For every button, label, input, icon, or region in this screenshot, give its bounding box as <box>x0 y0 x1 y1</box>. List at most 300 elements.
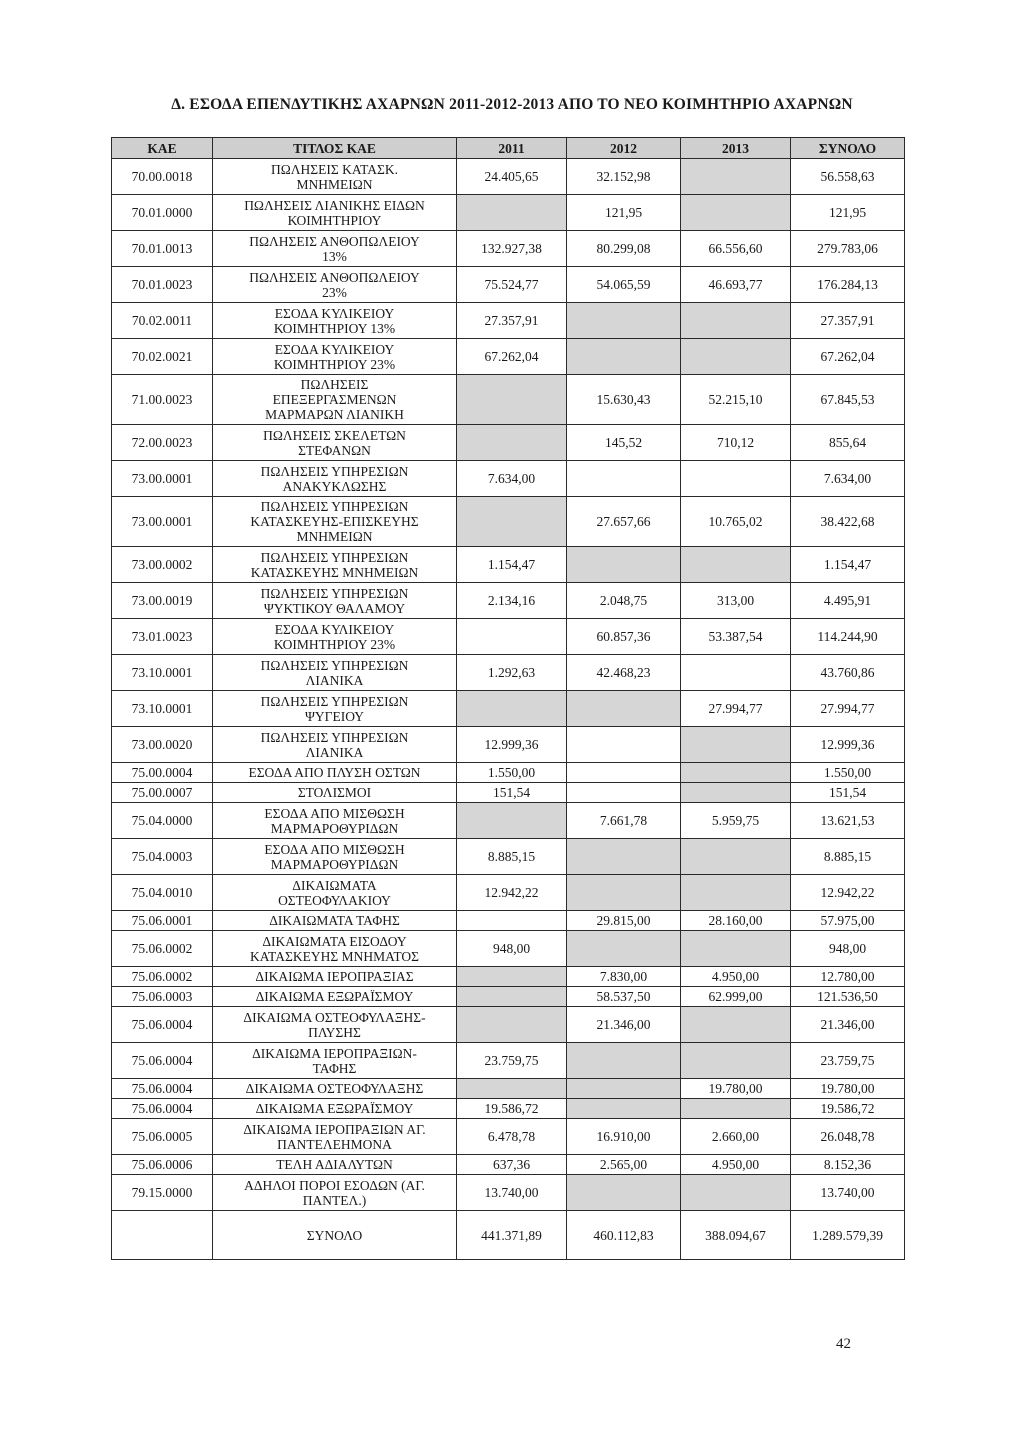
kae-title-cell <box>213 231 457 267</box>
header-2013: 2013 <box>681 138 791 159</box>
value-2013-cell <box>681 931 791 967</box>
table-row <box>112 1155 905 1175</box>
value-total-cell: 12.999,36 <box>791 727 905 763</box>
value-2012-cell: 121,95 <box>567 195 681 231</box>
kae-title-line: ΠΩΛΗΣΕΙΣ <box>300 377 369 392</box>
table-row <box>112 783 905 803</box>
kae-title-cell <box>213 987 457 1007</box>
value-2012-cell <box>567 1099 681 1119</box>
value-2012-cell <box>567 763 681 783</box>
kae-title-line: ΔΙΚΑΙΩΜΑ ΙΕΡΟΠΡΑΞΙΩΝ ΑΓ. <box>243 1121 426 1137</box>
table-row <box>112 763 905 783</box>
kae-title-cell <box>213 655 457 691</box>
kae-code-cell: 79.15.0000 <box>112 1175 213 1211</box>
value-2011-cell: 1.550,00 <box>457 763 567 783</box>
value-total-cell: 121.536,50 <box>791 987 905 1007</box>
kae-title-cell <box>213 1079 457 1099</box>
value-total-cell: 67.262,04 <box>791 339 905 375</box>
table-row <box>112 425 905 461</box>
value-total-cell: 279.783,06 <box>791 231 905 267</box>
value-2013-cell: 66.556,60 <box>681 231 791 267</box>
value-2013-cell <box>681 875 791 911</box>
value-total-cell: 12.780,00 <box>791 967 905 987</box>
value-2011-cell: 6.478,78 <box>457 1119 567 1155</box>
value-2011-cell: 7.634,00 <box>457 461 567 497</box>
kae-title-cell <box>213 727 457 763</box>
table-row <box>112 375 905 425</box>
kae-code-cell: 71.00.0023 <box>112 375 213 425</box>
value-2013-cell: 46.693,77 <box>681 267 791 303</box>
value-2011-cell: 637,36 <box>457 1155 567 1175</box>
kae-title-line: ΚΟΙΜΗΤΗΡΙΟΥ 13% <box>273 320 396 336</box>
value-2011-cell <box>457 619 567 655</box>
value-total-cell: 13.740,00 <box>791 1175 905 1211</box>
kae-title-line: ΠΑΝΤΕΛΕΗΜΟΝΑ <box>277 1136 392 1152</box>
table-row <box>112 967 905 987</box>
kae-title-cell <box>213 1155 457 1175</box>
value-2013-cell <box>681 1043 791 1079</box>
kae-code-cell: 70.02.0021 <box>112 339 213 375</box>
kae-title-line: ΠΛΥΣΗΣ <box>308 1024 361 1040</box>
kae-title-line: ΠΩΛΗΣΕΙΣ ΥΠΗΡΕΣΙΩΝ <box>260 585 409 601</box>
value-2011-cell: 12.942,22 <box>457 875 567 911</box>
value-2011-cell <box>457 375 567 425</box>
value-2012-cell <box>567 875 681 911</box>
kae-title-line: ΠΩΛΗΣΕΙΣ ΥΠΗΡΕΣΙΩΝ <box>260 657 409 673</box>
value-total-cell: 43.760,86 <box>791 655 905 691</box>
value-total-cell: 114.244,90 <box>791 619 905 655</box>
kae-title-cell <box>213 195 457 231</box>
kae-title-line: ΕΣΟΔΑ ΑΠΟ ΜΙΣΘΩΣΗ <box>264 841 405 857</box>
value-2012-cell <box>567 1175 681 1211</box>
kae-title-line: ΕΣΟΔΑ ΚΥΛΙΚΕΙΟΥ <box>274 305 395 321</box>
value-2011-cell: 23.759,75 <box>457 1043 567 1079</box>
kae-code-cell: 70.02.0011 <box>112 303 213 339</box>
kae-code-cell: 75.00.0004 <box>112 763 213 783</box>
header-kae: ΚΑΕ <box>112 138 213 159</box>
kae-title-line: ΣΤΟΛΙΣΜΟΙ <box>297 785 372 800</box>
value-2012-cell: 21.346,00 <box>567 1007 681 1043</box>
kae-title-line: ΠΩΛΗΣΕΙΣ ΥΠΗΡΕΣΙΩΝ <box>260 549 409 565</box>
value-2012-cell <box>567 339 681 375</box>
value-2012-cell: 16.910,00 <box>567 1119 681 1155</box>
kae-title-cell <box>213 1175 457 1211</box>
kae-title-line: ΑΔΗΛΟΙ ΠΟΡΟΙ ΕΣΟΔΩΝ (ΑΓ. <box>244 1177 425 1193</box>
kae-code-cell: 75.06.0002 <box>112 967 213 987</box>
value-2013-cell <box>681 195 791 231</box>
table-row <box>112 303 905 339</box>
kae-title-line: ΠΩΛΗΣΕΙΣ ΚΑΤΑΣΚ. <box>270 161 399 177</box>
kae-title-line: ΔΙΚΑΙΩΜΑΤΑ ΕΙΣΟΔΟΥ <box>262 933 407 949</box>
kae-title-cell <box>213 497 457 547</box>
value-2011-cell: 67.262,04 <box>457 339 567 375</box>
value-2011-cell: 132.927,38 <box>457 231 567 267</box>
kae-title-cell <box>213 875 457 911</box>
value-total-cell: 27.357,91 <box>791 303 905 339</box>
value-2012-cell <box>567 691 681 727</box>
value-2012-cell: 80.299,08 <box>567 231 681 267</box>
value-total-cell: 1.550,00 <box>791 763 905 783</box>
table-row <box>112 875 905 911</box>
value-2013-cell: 4.950,00 <box>681 1155 791 1175</box>
table-row <box>112 691 905 727</box>
kae-code-cell: 73.10.0001 <box>112 691 213 727</box>
value-2011-cell: 19.586,72 <box>457 1099 567 1119</box>
header-2012: 2012 <box>567 138 681 159</box>
value-2013-cell: 710,12 <box>681 425 791 461</box>
kae-title-line: ΜΝΗΜΕΙΩΝ <box>296 176 373 192</box>
kae-title-line: ΚΟΙΜΗΤΗΡΙΟΥ 23% <box>273 356 396 372</box>
value-2011-cell: 948,00 <box>457 931 567 967</box>
kae-title-cell <box>213 159 457 195</box>
table-row <box>112 803 905 839</box>
value-2011-cell <box>457 911 567 931</box>
kae-code-cell: 73.00.0001 <box>112 461 213 497</box>
value-2012-cell: 7.830,00 <box>567 967 681 987</box>
kae-title-cell <box>213 967 457 987</box>
kae-title-line: ΜΑΡΜΑΡΩΝ ΛΙΑΝΙΚΗ <box>265 407 404 422</box>
kae-title-cell <box>213 691 457 727</box>
value-2013-cell: 19.780,00 <box>681 1079 791 1099</box>
kae-code-cell: 73.00.0002 <box>112 547 213 583</box>
total-2013: 388.094,67 <box>681 1211 791 1260</box>
kae-title-line: ΠΩΛΗΣΕΙΣ ΥΠΗΡΕΣΙΩΝ <box>260 499 409 514</box>
value-2013-cell: 53.387,54 <box>681 619 791 655</box>
kae-code-cell: 75.06.0004 <box>112 1099 213 1119</box>
value-2013-cell: 5.959,75 <box>681 803 791 839</box>
kae-title-line: ΨΥΚΤΙΚΟΥ ΘΑΛΑΜΟΥ <box>263 600 406 616</box>
value-2011-cell: 2.134,16 <box>457 583 567 619</box>
value-total-cell: 176.284,13 <box>791 267 905 303</box>
value-2013-cell <box>681 655 791 691</box>
kae-title-line: ΠΩΛΗΣΕΙΣ ΑΝΘΟΠΩΛΕΙΟΥ <box>249 233 420 249</box>
kae-title-line: ΚΑΤΑΣΚΕΥΗΣ ΜΝΗΜΕΙΩΝ <box>250 564 419 580</box>
value-2011-cell <box>457 195 567 231</box>
kae-title-line: ΔΙΚΑΙΩΜΑ ΙΕΡΟΠΡΑΞΙΑΣ <box>255 969 414 984</box>
kae-code-cell: 70.01.0000 <box>112 195 213 231</box>
table-row <box>112 159 905 195</box>
kae-title-cell <box>213 375 457 425</box>
kae-title-line: ΤΑΦΗΣ <box>312 1060 357 1076</box>
value-total-cell: 855,64 <box>791 425 905 461</box>
kae-title-cell <box>213 547 457 583</box>
kae-title-line: ΜΝΗΜΕΙΩΝ <box>296 529 373 544</box>
value-2012-cell: 15.630,43 <box>567 375 681 425</box>
value-2011-cell: 75.524,77 <box>457 267 567 303</box>
value-2012-cell <box>567 461 681 497</box>
value-2012-cell: 2.048,75 <box>567 583 681 619</box>
kae-title-line: ΤΕΛΗ ΑΔΙΑΛΥΤΩΝ <box>276 1157 393 1172</box>
total-2012: 460.112,83 <box>567 1211 681 1260</box>
value-2013-cell: 27.994,77 <box>681 691 791 727</box>
value-2011-cell <box>457 425 567 461</box>
value-total-cell: 26.048,78 <box>791 1119 905 1155</box>
table-row <box>112 1099 905 1119</box>
kae-title-cell <box>213 339 457 375</box>
kae-title-line: ΠΑΝΤΕΛ.) <box>302 1192 367 1208</box>
kae-title-line: ΑΝΑΚΥΚΛΩΣΗΣ <box>282 478 387 494</box>
table-header-row <box>112 138 905 159</box>
value-2012-cell: 145,52 <box>567 425 681 461</box>
table-row <box>112 1119 905 1155</box>
kae-title-line: ΟΣΤΕΟΦΥΛΑΚΙΟΥ <box>278 892 391 908</box>
kae-title-line: ΔΙΚΑΙΩΜΑ ΕΞΩΡΑΪΣΜΟΥ <box>255 1101 414 1116</box>
kae-code-cell: 73.00.0001 <box>112 497 213 547</box>
kae-title-cell <box>213 803 457 839</box>
kae-title-line: ΨΥΓΕΙΟΥ <box>304 708 365 724</box>
kae-title-line: ΚΑΤΑΣΚΕΥΗΣ ΜΝΗΜΑΤΟΣ <box>250 948 419 964</box>
value-2011-cell <box>457 987 567 1007</box>
value-2012-cell <box>567 839 681 875</box>
table-row <box>112 987 905 1007</box>
value-2011-cell <box>457 691 567 727</box>
value-2011-cell <box>457 803 567 839</box>
value-2013-cell: 52.215,10 <box>681 375 791 425</box>
header-total: ΣΥΝΟΛΟ <box>791 138 905 159</box>
value-2012-cell <box>567 303 681 339</box>
kae-title-line: ΚΟΙΜΗΤΗΡΙΟΥ <box>287 212 382 228</box>
value-2011-cell: 1.154,47 <box>457 547 567 583</box>
value-2013-cell <box>681 461 791 497</box>
value-2013-cell: 10.765,02 <box>681 497 791 547</box>
kae-code-cell: 70.01.0023 <box>112 267 213 303</box>
kae-title-line: ΔΙΚΑΙΩΜΑ ΕΞΩΡΑΪΣΜΟΥ <box>255 989 414 1004</box>
total-row <box>112 1211 905 1260</box>
value-2012-cell: 60.857,36 <box>567 619 681 655</box>
kae-code-cell: 73.00.0019 <box>112 583 213 619</box>
value-2011-cell: 24.405,65 <box>457 159 567 195</box>
kae-code-cell: 75.06.0003 <box>112 987 213 1007</box>
total-2011: 441.371,89 <box>457 1211 567 1260</box>
total-label: ΣΥΝΟΛΟ <box>213 1211 457 1260</box>
kae-title-line: ΠΩΛΗΣΕΙΣ ΥΠΗΡΕΣΙΩΝ <box>260 693 409 709</box>
table-row <box>112 195 905 231</box>
value-2013-cell: 4.950,00 <box>681 967 791 987</box>
value-total-cell: 4.495,91 <box>791 583 905 619</box>
value-total-cell: 12.942,22 <box>791 875 905 911</box>
kae-code-cell: 75.04.0000 <box>112 803 213 839</box>
value-2012-cell <box>567 1079 681 1099</box>
kae-code-cell: 75.06.0005 <box>112 1119 213 1155</box>
kae-title-cell <box>213 1099 457 1119</box>
kae-title-line: ΕΣΟΔΑ ΚΥΛΙΚΕΙΟΥ <box>274 341 395 357</box>
value-total-cell: 151,54 <box>791 783 905 803</box>
table-row <box>112 1079 905 1099</box>
value-total-cell: 67.845,53 <box>791 375 905 425</box>
kae-title-line: ΕΣΟΔΑ ΑΠΟ ΠΛΥΣΗ ΟΣΤΩΝ <box>248 765 421 780</box>
value-2012-cell <box>567 931 681 967</box>
value-total-cell: 23.759,75 <box>791 1043 905 1079</box>
kae-code-cell: 75.04.0003 <box>112 839 213 875</box>
kae-code-cell: 75.04.0010 <box>112 875 213 911</box>
kae-title-line: ΛΙΑΝΙΚΑ <box>305 744 364 760</box>
kae-title-line: ΔΙΚΑΙΩΜΑΤΑ ΤΑΦΗΣ <box>269 913 400 928</box>
kae-title-cell <box>213 267 457 303</box>
kae-code-cell: 72.00.0023 <box>112 425 213 461</box>
kae-title-cell <box>213 583 457 619</box>
value-total-cell: 1.154,47 <box>791 547 905 583</box>
kae-title-cell <box>213 763 457 783</box>
value-2013-cell: 313,00 <box>681 583 791 619</box>
table-body <box>112 159 905 1211</box>
value-2012-cell <box>567 1043 681 1079</box>
kae-title-cell <box>213 303 457 339</box>
value-2012-cell: 27.657,66 <box>567 497 681 547</box>
kae-title-line: ΔΙΚΑΙΩΜΑ ΟΣΤΕΟΦΥΛΑΞΗΣ- <box>243 1009 426 1025</box>
value-2013-cell <box>681 1007 791 1043</box>
table-row <box>112 931 905 967</box>
kae-title-line: ΚΑΤΑΣΚΕΥΗΣ-ΕΠΙΣΚΕΥΗΣ <box>250 514 419 529</box>
value-total-cell: 7.634,00 <box>791 461 905 497</box>
kae-code-cell: 75.00.0007 <box>112 783 213 803</box>
revenue-table <box>111 137 905 1260</box>
table-row <box>112 339 905 375</box>
kae-code-cell: 75.06.0004 <box>112 1079 213 1099</box>
value-2013-cell <box>681 1175 791 1211</box>
value-2012-cell <box>567 727 681 763</box>
kae-code-cell: 70.00.0018 <box>112 159 213 195</box>
kae-title-line: ΔΙΚΑΙΩΜΑΤΑ <box>292 877 377 893</box>
value-total-cell: 57.975,00 <box>791 911 905 931</box>
value-2013-cell: 28.160,00 <box>681 911 791 931</box>
kae-title-line: ΕΠΕΞΕΡΓΑΣΜΕΝΩΝ <box>272 392 397 407</box>
value-total-cell: 19.586,72 <box>791 1099 905 1119</box>
kae-title-line: ΠΩΛΗΣΕΙΣ ΑΝΘΟΠΩΛΕΙΟΥ <box>249 269 420 285</box>
kae-title-line: ΔΙΚΑΙΩΜΑ ΟΣΤΕΟΦΥΛΑΞΗΣ <box>245 1081 424 1096</box>
kae-title-cell <box>213 1043 457 1079</box>
value-2013-cell <box>681 1099 791 1119</box>
kae-title-cell <box>213 911 457 931</box>
value-total-cell: 21.346,00 <box>791 1007 905 1043</box>
table-row <box>112 727 905 763</box>
value-2012-cell: 7.661,78 <box>567 803 681 839</box>
kae-code-cell: 70.01.0013 <box>112 231 213 267</box>
value-2012-cell: 42.468,23 <box>567 655 681 691</box>
kae-code-cell: 75.06.0001 <box>112 911 213 931</box>
page-number: 42 <box>836 1336 851 1352</box>
value-2013-cell <box>681 303 791 339</box>
value-2012-cell: 2.565,00 <box>567 1155 681 1175</box>
value-2013-cell <box>681 839 791 875</box>
kae-title-line: ΠΩΛΗΣΕΙΣ ΛΙΑΝΙΚΗΣ ΕΙΔΩΝ <box>244 197 425 213</box>
value-total-cell: 8.152,36 <box>791 1155 905 1175</box>
value-2011-cell: 151,54 <box>457 783 567 803</box>
table-row <box>112 1043 905 1079</box>
table-row <box>112 1007 905 1043</box>
table-row <box>112 619 905 655</box>
kae-title-line: ΔΙΚΑΙΩΜΑ ΙΕΡΟΠΡΑΞΙΩΝ- <box>252 1045 417 1061</box>
table-row <box>112 461 905 497</box>
value-total-cell: 13.621,53 <box>791 803 905 839</box>
value-total-cell: 8.885,15 <box>791 839 905 875</box>
kae-title-line: ΣΤΕΦΑΝΩΝ <box>298 442 371 458</box>
kae-title-line: 23% <box>322 284 347 300</box>
kae-code-cell: 73.01.0023 <box>112 619 213 655</box>
table-row <box>112 911 905 931</box>
table-row <box>112 839 905 875</box>
page-title: Δ. ΕΣΟΔΑ ΕΠΕΝΔΥΤΙΚΗΣ ΑΧΑΡΝΩΝ 2011-2012-2013 ΑΠΟ ΤΟ ΝΕΟ ΚΟΙΜΗΤΗΡΙΟ ΑΧΑΡΝΩΝ <box>171 96 853 113</box>
kae-code-cell: 75.06.0004 <box>112 1043 213 1079</box>
header-title: ΤΙΤΛΟΣ ΚΑΕ <box>213 138 457 159</box>
value-2013-cell: 62.999,00 <box>681 987 791 1007</box>
value-2011-cell <box>457 497 567 547</box>
value-2012-cell: 29.815,00 <box>567 911 681 931</box>
value-2013-cell <box>681 339 791 375</box>
kae-title-cell <box>213 425 457 461</box>
kae-code-cell: 73.00.0020 <box>112 727 213 763</box>
value-2011-cell: 27.357,91 <box>457 303 567 339</box>
value-total-cell: 121,95 <box>791 195 905 231</box>
kae-title-line: ΕΣΟΔΑ ΚΥΛΙΚΕΙΟΥ <box>274 621 395 637</box>
kae-title-cell <box>213 783 457 803</box>
kae-code-cell: 75.06.0006 <box>112 1155 213 1175</box>
kae-title-line: ΠΩΛΗΣΕΙΣ ΣΚΕΛΕΤΩΝ <box>263 427 406 443</box>
kae-title-cell <box>213 839 457 875</box>
header-2011: 2011 <box>457 138 567 159</box>
total-sum: 1.289.579,39 <box>791 1211 905 1260</box>
value-total-cell: 27.994,77 <box>791 691 905 727</box>
value-total-cell: 948,00 <box>791 931 905 967</box>
value-2011-cell <box>457 1007 567 1043</box>
table-row <box>112 583 905 619</box>
kae-title-cell <box>213 931 457 967</box>
value-2013-cell: 2.660,00 <box>681 1119 791 1155</box>
table-row <box>112 1175 905 1211</box>
value-2011-cell: 1.292,63 <box>457 655 567 691</box>
kae-title-line: ΜΑΡΜΑΡΟΘΥΡΙΔΩΝ <box>270 856 399 872</box>
kae-title-line: ΠΩΛΗΣΕΙΣ ΥΠΗΡΕΣΙΩΝ <box>260 729 409 745</box>
value-2011-cell: 13.740,00 <box>457 1175 567 1211</box>
kae-title-cell <box>213 461 457 497</box>
value-2011-cell: 8.885,15 <box>457 839 567 875</box>
kae-title-cell <box>213 619 457 655</box>
value-2011-cell <box>457 967 567 987</box>
kae-title-line: ΕΣΟΔΑ ΑΠΟ ΜΙΣΘΩΣΗ <box>264 805 405 821</box>
table-row <box>112 497 905 547</box>
value-total-cell: 19.780,00 <box>791 1079 905 1099</box>
total-row-spacer <box>112 1211 213 1260</box>
table-row <box>112 267 905 303</box>
value-2013-cell <box>681 763 791 783</box>
value-2011-cell <box>457 1079 567 1099</box>
value-2013-cell <box>681 727 791 763</box>
value-2013-cell <box>681 159 791 195</box>
value-2011-cell: 12.999,36 <box>457 727 567 763</box>
kae-title-cell <box>213 1119 457 1155</box>
table-row <box>112 655 905 691</box>
value-2012-cell <box>567 547 681 583</box>
kae-code-cell: 73.10.0001 <box>112 655 213 691</box>
kae-title-line: ΜΑΡΜΑΡΟΘΥΡΙΔΩΝ <box>270 820 399 836</box>
kae-title-line: 13% <box>322 248 347 264</box>
value-2012-cell: 58.537,50 <box>567 987 681 1007</box>
kae-code-cell: 75.06.0002 <box>112 931 213 967</box>
kae-title-line: ΠΩΛΗΣΕΙΣ ΥΠΗΡΕΣΙΩΝ <box>260 463 409 479</box>
kae-title-cell <box>213 1007 457 1043</box>
value-2012-cell: 32.152,98 <box>567 159 681 195</box>
value-total-cell: 38.422,68 <box>791 497 905 547</box>
kae-title-line: ΚΟΙΜΗΤΗΡΙΟΥ 23% <box>273 636 396 652</box>
table-row <box>112 547 905 583</box>
kae-code-cell: 75.06.0004 <box>112 1007 213 1043</box>
value-2012-cell <box>567 783 681 803</box>
value-2012-cell: 54.065,59 <box>567 267 681 303</box>
value-2013-cell <box>681 783 791 803</box>
table-row <box>112 231 905 267</box>
value-total-cell: 56.558,63 <box>791 159 905 195</box>
value-2013-cell <box>681 547 791 583</box>
kae-title-line: ΛΙΑΝΙΚΑ <box>305 672 364 688</box>
